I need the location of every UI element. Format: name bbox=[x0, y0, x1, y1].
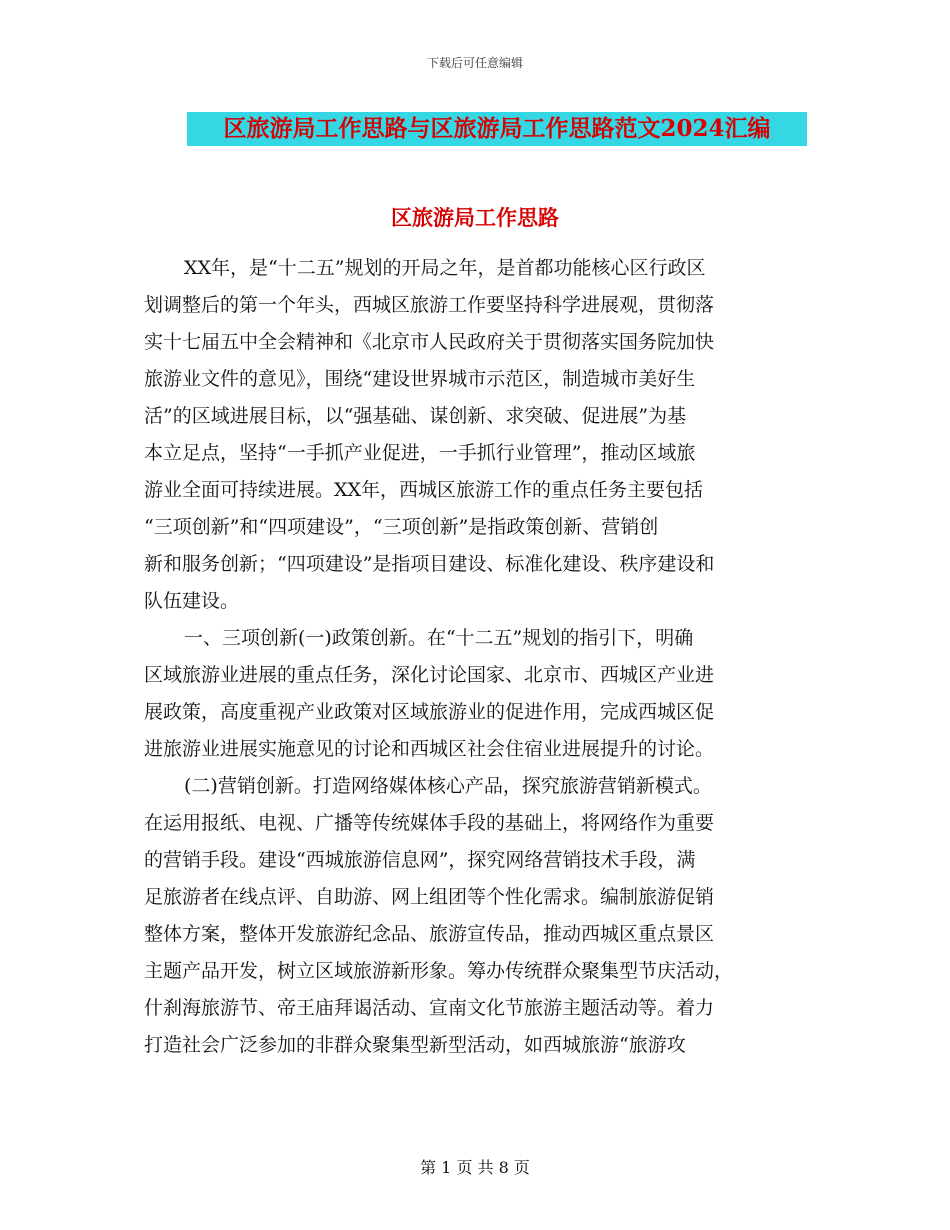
header-note: 下载后可任意编辑 bbox=[426, 56, 523, 70]
section-title: 区旅游局工作思路 bbox=[391, 205, 559, 230]
paragraph-line: 划调整后的第一个年头，西城区旅游工作要坚持科学进展观，贯彻落 bbox=[144, 294, 715, 316]
paragraph-line: 新和服务创新；“四项建设”是指项目建设、标准化建设、秩序建设和 bbox=[144, 553, 715, 575]
paragraph-line: 足旅游者在线点评、自助游、网上组团等个性化需求。编制旅游促销 bbox=[144, 886, 715, 908]
paragraph-line: 区域旅游业进展的重点任务，深化讨论国家、北京市、西城区产业进 bbox=[144, 664, 715, 686]
paragraph-line: “三项创新”和“四项建设”，“三项创新”是指政策创新、营销创 bbox=[144, 516, 659, 538]
paragraph-line: 在运用报纸、电视、广播等传统媒体手段的基础上，将网络作为重要 bbox=[144, 812, 715, 834]
paragraph-line: 实十七届五中全会精神和《北京市人民政府关于贯彻落实国务院加快 bbox=[144, 331, 715, 353]
paragraph-line: 游业全面可持续进展。XX年，西城区旅游工作的重点任务主要包括 bbox=[144, 479, 704, 501]
paragraph-line: 打造社会广泛参加的非群众聚集型新型活动，如西城旅游“旅游攻 bbox=[144, 1034, 686, 1056]
paragraph-line: 本立足点，坚持“一手抓产业促进，一手抓行业管理”，推动区域旅 bbox=[144, 442, 696, 464]
page-number: 第 1 页 共 8 页 bbox=[420, 1158, 530, 1177]
paragraph-line: 活”的区域进展目标，以“强基础、谋创新、求突破、促进展”为基 bbox=[144, 405, 687, 427]
paragraph-line: 主题产品开发，树立区域旅游新形象。筹办传统群众聚集型节庆活动， bbox=[144, 960, 734, 982]
paragraph-line: 什刹海旅游节、帝王庙拜谒活动、宣南文化节旅游主题活动等。着力 bbox=[144, 997, 715, 1019]
paragraph-line: 一、三项创新(一)政策创新。在“十二五”规划的指引下，明确 bbox=[184, 627, 694, 649]
paragraph-line: 进旅游业进展实施意见的讨论和西城区社会住宿业进展提升的讨论。 bbox=[144, 738, 715, 760]
paragraph-line: (二)营销创新。打造网络媒体核心产品，探究旅游营销新模式。 bbox=[184, 775, 712, 797]
paragraph-line: 整体方案，整体开发旅游纪念品、旅游宣传品，推动西城区重点景区 bbox=[144, 923, 715, 945]
paragraph-line: XX年，是“十二五”规划的开局之年，是首都功能核心区行政区 bbox=[184, 257, 706, 279]
paragraph-line: 展政策，高度重视产业政策对区域旅游业的促进作用，完成西城区促 bbox=[144, 701, 715, 723]
paragraph-line: 的营销手段。建设“西城旅游信息网”，探究网络营销技术手段，满 bbox=[144, 849, 696, 871]
paragraph-line: 队伍建设。 bbox=[144, 590, 240, 612]
paragraph-line: 旅游业文件的意见》，围绕“建设世界城市示范区，制造城市美好生 bbox=[144, 368, 696, 390]
document-title: 区旅游局工作思路与区旅游局工作思路范文2024汇编 bbox=[187, 112, 807, 146]
document-body bbox=[144, 250, 804, 1064]
